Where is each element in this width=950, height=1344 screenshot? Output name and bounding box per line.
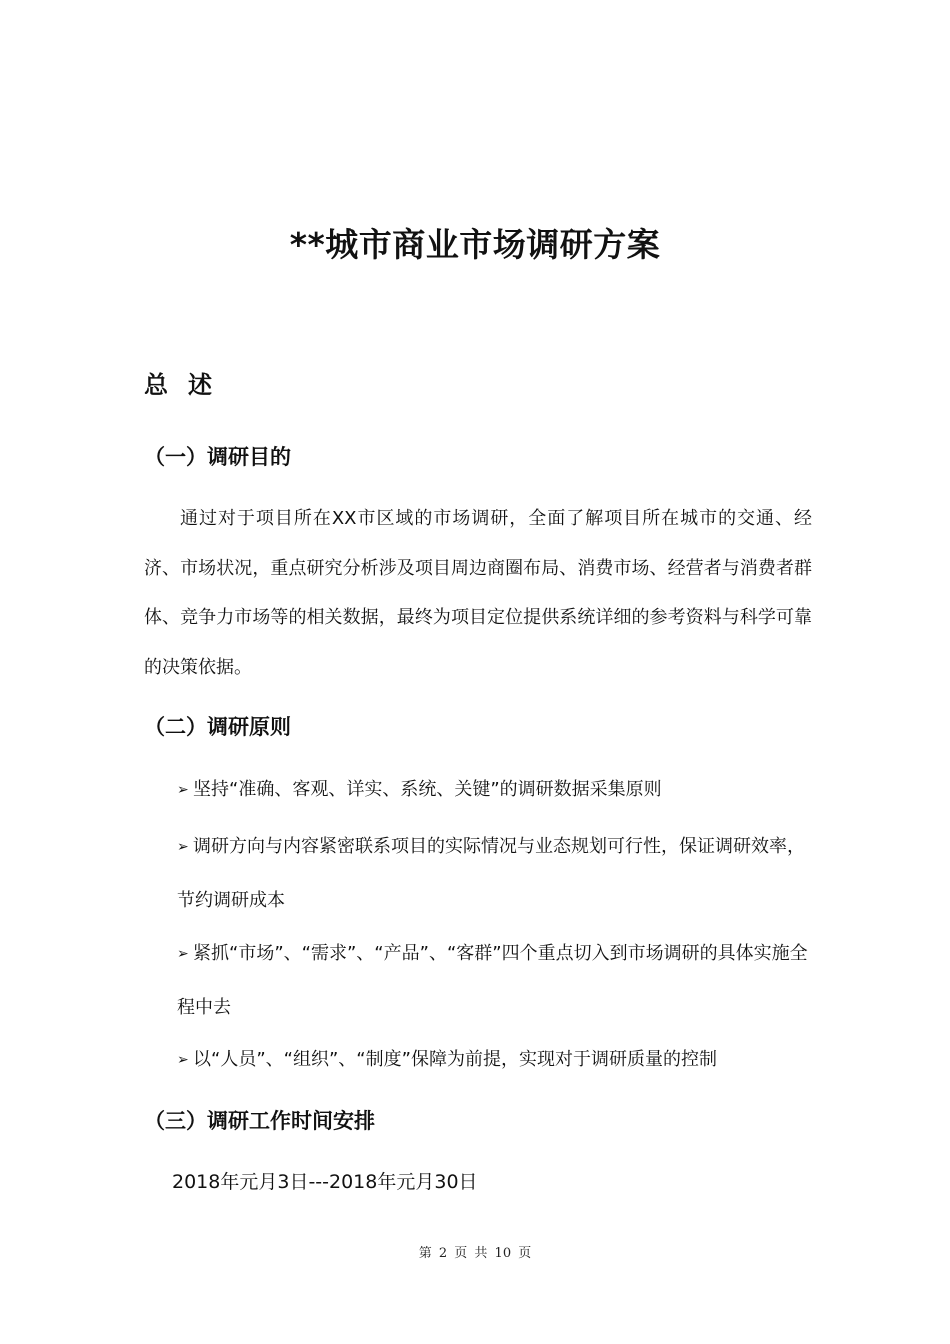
subsection-heading-principles: （二）调研原则 bbox=[144, 715, 291, 739]
document-title: **城市商业市场调研方案 bbox=[289, 225, 661, 264]
principle-item bbox=[177, 763, 811, 817]
principle-item-text: 紧抓“市场”、“需求”、“产品”、“客群”四个重点切入到市场调研的具体实施全程中去 bbox=[177, 943, 808, 1018]
arrow-bullet-icon: ➢ bbox=[177, 839, 189, 855]
principle-item-text: 以“人员”、“组织”、“制度”保障为前提，实现对于调研质量的控制 bbox=[193, 1049, 717, 1070]
section-heading-overview: 总述 bbox=[144, 371, 232, 399]
principle-item bbox=[177, 927, 811, 1034]
principle-item-text: 调研方向与内容紧密联系项目的实际情况与业态规划可行性，保证调研效率，节约调研成本 bbox=[177, 836, 805, 911]
arrow-bullet-icon: ➢ bbox=[177, 782, 189, 798]
principle-item bbox=[177, 820, 811, 927]
purpose-paragraph: 通过对于项目所在XX市区域的市场调研，全面了解项目所在城市的交通、经济、市场状况，重点研究分析涉及项目周边商圈布局、消费市场、经营者与消费者群体、竞争力市场等的相关数据，最终为项目定位提供系统详细的参考资料与科学可靠的决策依据。 bbox=[144, 508, 812, 678]
subsection-heading-schedule: （三）调研工作时间安排 bbox=[144, 1109, 375, 1133]
subsection-heading-purpose: （一）调研目的 bbox=[144, 445, 291, 469]
principle-item-text: 坚持“准确、客观、详实、系统、关键”的调研数据采集原则 bbox=[193, 779, 662, 800]
page-footer: 第 2 页 共 10 页 bbox=[418, 1246, 532, 1261]
schedule-dates: 2018年元月3日---2018年元月30日 bbox=[172, 1171, 478, 1193]
arrow-bullet-icon: ➢ bbox=[177, 946, 189, 962]
principle-item bbox=[177, 1033, 811, 1087]
arrow-bullet-icon: ➢ bbox=[177, 1052, 189, 1068]
